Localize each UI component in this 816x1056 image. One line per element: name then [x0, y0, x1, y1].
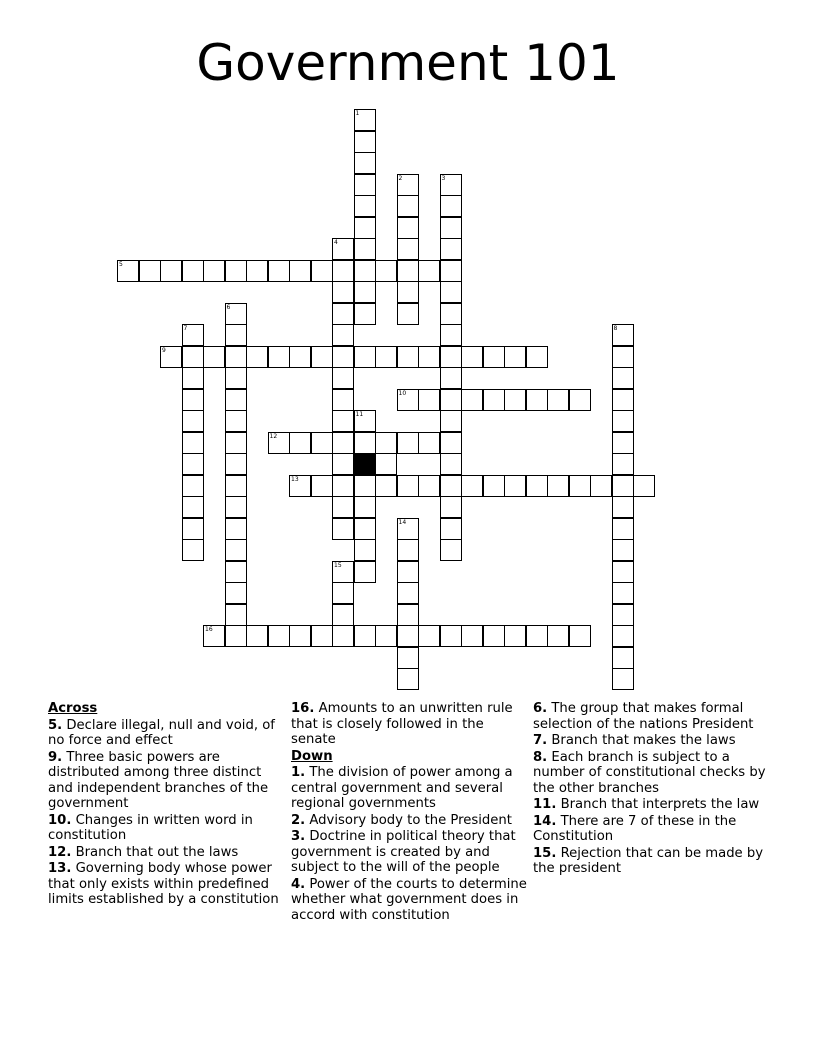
clue-text: Three basic powers are distributed among three distinct and independent branches of the government	[48, 749, 269, 811]
grid-cell[interactable]	[547, 475, 569, 497]
clue-item	[48, 861, 286, 908]
clue-item	[291, 765, 529, 812]
grid-cell[interactable]	[354, 260, 376, 282]
grid-cell[interactable]	[332, 475, 354, 497]
grid-cell[interactable]	[569, 475, 591, 497]
clue-number-label: 11.	[533, 797, 557, 812]
grid-cell[interactable]	[612, 367, 634, 389]
grid-cell[interactable]	[354, 410, 376, 432]
grid-cell[interactable]	[504, 625, 526, 647]
grid-cell[interactable]	[397, 475, 419, 497]
clue-text: Amounts to an unwritten rule that is closely followed in the senate	[291, 701, 513, 747]
clue-number-label: 16.	[291, 701, 315, 716]
grid-cell[interactable]	[612, 410, 634, 432]
grid-cell[interactable]	[440, 346, 462, 368]
grid-cell[interactable]	[440, 625, 462, 647]
grid-cell[interactable]	[139, 260, 161, 282]
grid-cell[interactable]	[397, 346, 419, 368]
clue-item	[48, 813, 286, 844]
grid-cell[interactable]	[332, 453, 354, 475]
clue-item	[48, 750, 286, 812]
grid-cell[interactable]	[440, 238, 462, 260]
clue-text: Power of the courts to determine whether what government does in accord with constitution	[291, 876, 527, 923]
grid-cell[interactable]	[354, 281, 376, 303]
grid-cell[interactable]	[117, 260, 139, 282]
grid-cell[interactable]	[246, 346, 268, 368]
grid-cell[interactable]	[612, 647, 634, 669]
grid-cell[interactable]	[612, 432, 634, 454]
grid-cell[interactable]	[354, 346, 376, 368]
grid-cell[interactable]	[182, 346, 204, 368]
grid-cell[interactable]	[440, 518, 462, 540]
grid-cell[interactable]	[418, 346, 440, 368]
grid-cell[interactable]	[397, 518, 419, 540]
grid-cell[interactable]	[354, 518, 376, 540]
clue-item	[533, 797, 771, 813]
grid-cell[interactable]	[483, 475, 505, 497]
grid-cell[interactable]	[440, 303, 462, 325]
grid-cell[interactable]	[225, 346, 247, 368]
grid-cell[interactable]	[612, 518, 634, 540]
grid-cell[interactable]	[375, 475, 397, 497]
grid-cell[interactable]	[225, 518, 247, 540]
clue-item	[48, 718, 286, 749]
grid-cell[interactable]	[612, 324, 634, 346]
clue-text: There are 7 of these in the Constitution	[533, 813, 737, 844]
grid-cell[interactable]	[397, 647, 419, 669]
clue-item	[291, 701, 529, 748]
down-clue-list	[291, 765, 529, 923]
grid-cell[interactable]	[612, 453, 634, 475]
grid-cell[interactable]	[354, 152, 376, 174]
grid-cell[interactable]	[225, 389, 247, 411]
clue-text: Changes in written word in constitution	[48, 812, 253, 843]
grid-cell[interactable]	[354, 195, 376, 217]
grid-cell[interactable]	[483, 346, 505, 368]
grid-cell[interactable]	[397, 432, 419, 454]
grid-cell[interactable]	[375, 432, 397, 454]
clue-text: Branch that out the laws	[71, 844, 239, 860]
grid-cell[interactable]	[332, 324, 354, 346]
grid-cell[interactable]	[354, 539, 376, 561]
grid-cell[interactable]	[225, 475, 247, 497]
grid-cell[interactable]	[547, 389, 569, 411]
grid-cell[interactable]	[397, 539, 419, 561]
grid-cell[interactable]	[268, 346, 290, 368]
grid-cell[interactable]	[354, 303, 376, 325]
grid-cell[interactable]	[397, 668, 419, 690]
puzzle-title: Government 101	[196, 34, 620, 92]
grid-cell[interactable]	[289, 625, 311, 647]
clue-number: 1	[355, 110, 360, 117]
grid-cell[interactable]	[612, 668, 634, 690]
clue-number: 16	[205, 626, 213, 633]
grid-cell[interactable]	[440, 389, 462, 411]
grid-cell[interactable]	[440, 475, 462, 497]
grid-cell[interactable]	[268, 260, 290, 282]
grid-cell[interactable]	[612, 346, 634, 368]
grid-cell[interactable]	[332, 410, 354, 432]
grid-cell[interactable]	[225, 432, 247, 454]
grid-cell[interactable]	[526, 625, 548, 647]
grid-cell[interactable]	[354, 174, 376, 196]
grid-cell[interactable]	[332, 303, 354, 325]
clue-text: Branch that interprets the law	[556, 797, 760, 812]
grid-cell[interactable]	[440, 453, 462, 475]
grid-cell[interactable]	[225, 604, 247, 626]
grid-cell[interactable]	[418, 389, 440, 411]
grid-cell[interactable]	[225, 453, 247, 475]
grid-cell[interactable]	[311, 260, 333, 282]
grid-cell[interactable]	[182, 453, 204, 475]
grid-cell[interactable]	[182, 410, 204, 432]
grid-cell[interactable]	[526, 346, 548, 368]
grid-cell[interactable]	[504, 346, 526, 368]
clues-column-1	[48, 701, 286, 909]
grid-cell[interactable]	[332, 604, 354, 626]
grid-cell[interactable]	[182, 367, 204, 389]
grid-cell[interactable]	[590, 475, 612, 497]
grid-cell[interactable]	[440, 260, 462, 282]
grid-cell[interactable]	[440, 539, 462, 561]
grid-cell[interactable]	[289, 475, 311, 497]
grid-cell[interactable]	[182, 539, 204, 561]
grid-cell[interactable]	[440, 410, 462, 432]
grid-cell[interactable]	[289, 260, 311, 282]
clue-number: 10	[398, 389, 407, 397]
grid-cell[interactable]	[612, 539, 634, 561]
grid-cell[interactable]	[418, 260, 440, 282]
grid-cell[interactable]	[504, 389, 526, 411]
grid-cell[interactable]	[225, 496, 247, 518]
grid-cell[interactable]	[440, 324, 462, 346]
grid-cell[interactable]	[526, 389, 548, 411]
grid-cell[interactable]	[354, 432, 376, 454]
clue-number: 13	[291, 475, 299, 483]
grid-cell[interactable]	[418, 625, 440, 647]
grid-cell[interactable]	[612, 496, 634, 518]
grid-cell[interactable]	[332, 432, 354, 454]
grid-cell[interactable]	[612, 625, 634, 647]
across-heading: Across	[48, 701, 98, 716]
grid-cell[interactable]	[289, 346, 311, 368]
grid-cell[interactable]	[268, 432, 290, 454]
grid-cell[interactable]	[311, 625, 333, 647]
clue-text: Advisory body to the President	[305, 812, 512, 828]
clue-text: The group that makes formal selection of the nations President	[533, 701, 754, 732]
clue-number: 3	[441, 174, 446, 182]
grid-cell[interactable]	[332, 367, 354, 389]
grid-cell[interactable]	[440, 174, 462, 196]
grid-cell[interactable]	[289, 432, 311, 454]
grid-cell[interactable]	[182, 475, 204, 497]
grid-cell[interactable]	[440, 496, 462, 518]
grid-cell[interactable]	[268, 625, 290, 647]
clue-item	[533, 733, 771, 749]
grid-cell[interactable]	[461, 475, 483, 497]
clue-item	[533, 750, 771, 797]
clue-item	[533, 814, 771, 845]
grid-cell[interactable]	[397, 303, 419, 325]
grid-cell[interactable]	[182, 496, 204, 518]
grid-cell[interactable]	[354, 561, 376, 583]
clue-number: 9	[162, 346, 166, 354]
clue-number: 2	[398, 174, 403, 182]
grid-cell[interactable]	[332, 625, 354, 647]
grid-cell[interactable]	[612, 389, 634, 411]
clue-text: Governing body whose power that only exists within predefined limits established by a constitution	[48, 861, 279, 907]
grid-cell[interactable]	[569, 389, 591, 411]
grid-cell[interactable]	[612, 604, 634, 626]
clue-text: Branch that makes the laws	[547, 733, 736, 748]
grid-cell[interactable]	[461, 625, 483, 647]
clue-number: 11	[355, 411, 364, 418]
grid-cell[interactable]	[375, 346, 397, 368]
grid-cell[interactable]	[354, 217, 376, 239]
grid-cell[interactable]	[397, 582, 419, 604]
grid-cell[interactable]	[332, 582, 354, 604]
grid-cell[interactable]	[397, 195, 419, 217]
grid-cell[interactable]	[182, 324, 204, 346]
across-clue-list-continued	[291, 701, 529, 748]
clue-number-label: 7.	[533, 733, 548, 748]
grid-cell[interactable]	[375, 260, 397, 282]
grid-cell[interactable]	[440, 195, 462, 217]
down-clue-list-continued	[533, 701, 771, 877]
clue-item	[48, 845, 286, 861]
grid-cell[interactable]	[504, 475, 526, 497]
grid-cell[interactable]	[332, 346, 354, 368]
grid-cell[interactable]	[483, 625, 505, 647]
grid-cell[interactable]	[418, 432, 440, 454]
grid-cell[interactable]	[612, 582, 634, 604]
grid-cell[interactable]	[332, 518, 354, 540]
clue-number-label: 8.	[533, 749, 548, 765]
grid-cell[interactable]	[182, 432, 204, 454]
clue-number-label: 15.	[533, 845, 557, 861]
grid-cell[interactable]	[461, 346, 483, 368]
grid-cell[interactable]	[354, 625, 376, 647]
grid-cell[interactable]	[440, 432, 462, 454]
down-heading: Down	[291, 748, 333, 764]
grid-cell[interactable]	[354, 109, 376, 131]
clue-number: 4	[334, 239, 338, 246]
grid-cell[interactable]	[397, 281, 419, 303]
clue-text: Rejection that can be made by the president	[533, 845, 764, 876]
clue-text: Declare illegal, null and void, of no force and effect	[48, 717, 275, 748]
grid-cell[interactable]	[612, 475, 634, 497]
grid-cell[interactable]	[375, 625, 397, 647]
grid-cell[interactable]	[332, 260, 354, 282]
grid-cell[interactable]	[612, 561, 634, 583]
grid-cell[interactable]	[246, 625, 268, 647]
grid-cell[interactable]	[418, 475, 440, 497]
clue-number-label: 5.	[48, 717, 63, 733]
clue-number: 15	[334, 561, 342, 569]
grid-cell[interactable]	[182, 260, 204, 282]
grid-cell[interactable]	[332, 561, 354, 583]
grid-cell[interactable]	[440, 217, 462, 239]
clue-number: 5	[119, 260, 123, 268]
grid-cell[interactable]	[569, 625, 591, 647]
grid-cell[interactable]	[375, 453, 397, 475]
grid-cell[interactable]	[203, 625, 225, 647]
grid-cell[interactable]	[440, 281, 462, 303]
grid-cell[interactable]	[332, 389, 354, 411]
clue-number-label: 2.	[291, 812, 306, 828]
clue-number-label: 1.	[291, 765, 306, 780]
clue-item	[533, 701, 771, 732]
grid-cell[interactable]	[526, 475, 548, 497]
grid-cell[interactable]	[225, 539, 247, 561]
grid-cell[interactable]	[160, 260, 182, 282]
grid-cell[interactable]	[311, 475, 333, 497]
clue-number-label: 14.	[533, 813, 557, 829]
clue-number: 7	[183, 325, 188, 332]
grid-cell[interactable]	[225, 303, 247, 325]
grid-cell[interactable]	[461, 389, 483, 411]
grid-cell[interactable]	[354, 131, 376, 153]
grid-cell[interactable]	[397, 217, 419, 239]
grid-cell[interactable]	[182, 389, 204, 411]
clue-text: Each branch is subject to a number of constitutional checks by the other branches	[533, 749, 766, 796]
grid-cell[interactable]	[397, 238, 419, 260]
grid-cell[interactable]	[397, 389, 419, 411]
grid-cell[interactable]	[311, 432, 333, 454]
clue-item	[291, 829, 529, 876]
grid-cell[interactable]	[225, 324, 247, 346]
clue-number-label: 12.	[48, 844, 72, 860]
grid-cell[interactable]	[354, 238, 376, 260]
grid-cell[interactable]	[354, 475, 376, 497]
clue-number-label: 10.	[48, 812, 72, 828]
clue-number: 8	[613, 325, 618, 332]
clue-number-label: 4.	[291, 876, 306, 892]
clue-number: 14	[398, 518, 407, 526]
across-clue-list	[48, 718, 286, 908]
grid-cell[interactable]	[547, 625, 569, 647]
clue-item	[291, 813, 529, 829]
grid-cell[interactable]	[225, 625, 247, 647]
clue-number: 12	[269, 432, 278, 440]
grid-cell[interactable]	[225, 582, 247, 604]
grid-cell[interactable]	[483, 389, 505, 411]
grid-cell[interactable]	[332, 238, 354, 260]
grid-cell[interactable]	[246, 260, 268, 282]
clue-text: The division of power among a central government and several regional governments	[291, 765, 513, 811]
grid-cell[interactable]	[332, 496, 354, 518]
grid-cell[interactable]	[182, 518, 204, 540]
grid-cell[interactable]	[225, 260, 247, 282]
grid-cell[interactable]	[397, 625, 419, 647]
clue-item	[291, 877, 529, 924]
clue-number-label: 9.	[48, 749, 63, 765]
grid-cell[interactable]	[397, 561, 419, 583]
grid-cell[interactable]	[440, 367, 462, 389]
grid-cell[interactable]	[160, 346, 182, 368]
grid-cell[interactable]	[397, 604, 419, 626]
grid-cell[interactable]	[203, 346, 225, 368]
grid-cell[interactable]	[225, 410, 247, 432]
grid-cell[interactable]	[354, 496, 376, 518]
black-square	[354, 453, 376, 475]
clue-number-label: 3.	[291, 829, 306, 844]
grid-cell[interactable]	[332, 281, 354, 303]
grid-cell[interactable]	[633, 475, 655, 497]
grid-cell[interactable]	[203, 260, 225, 282]
grid-cell[interactable]	[225, 367, 247, 389]
clue-number-label: 6.	[533, 701, 548, 716]
grid-cell[interactable]	[397, 174, 419, 196]
grid-cell[interactable]	[397, 260, 419, 282]
clues-column-2	[291, 701, 529, 924]
clue-text: Doctrine in political theory that government is created by and subject to the will of the people	[291, 829, 516, 875]
grid-cell[interactable]	[225, 561, 247, 583]
clues-column-3	[533, 701, 771, 878]
clue-number: 6	[226, 303, 231, 311]
clue-item	[533, 846, 771, 877]
clue-number-label: 13.	[48, 861, 72, 876]
grid-cell[interactable]	[311, 346, 333, 368]
